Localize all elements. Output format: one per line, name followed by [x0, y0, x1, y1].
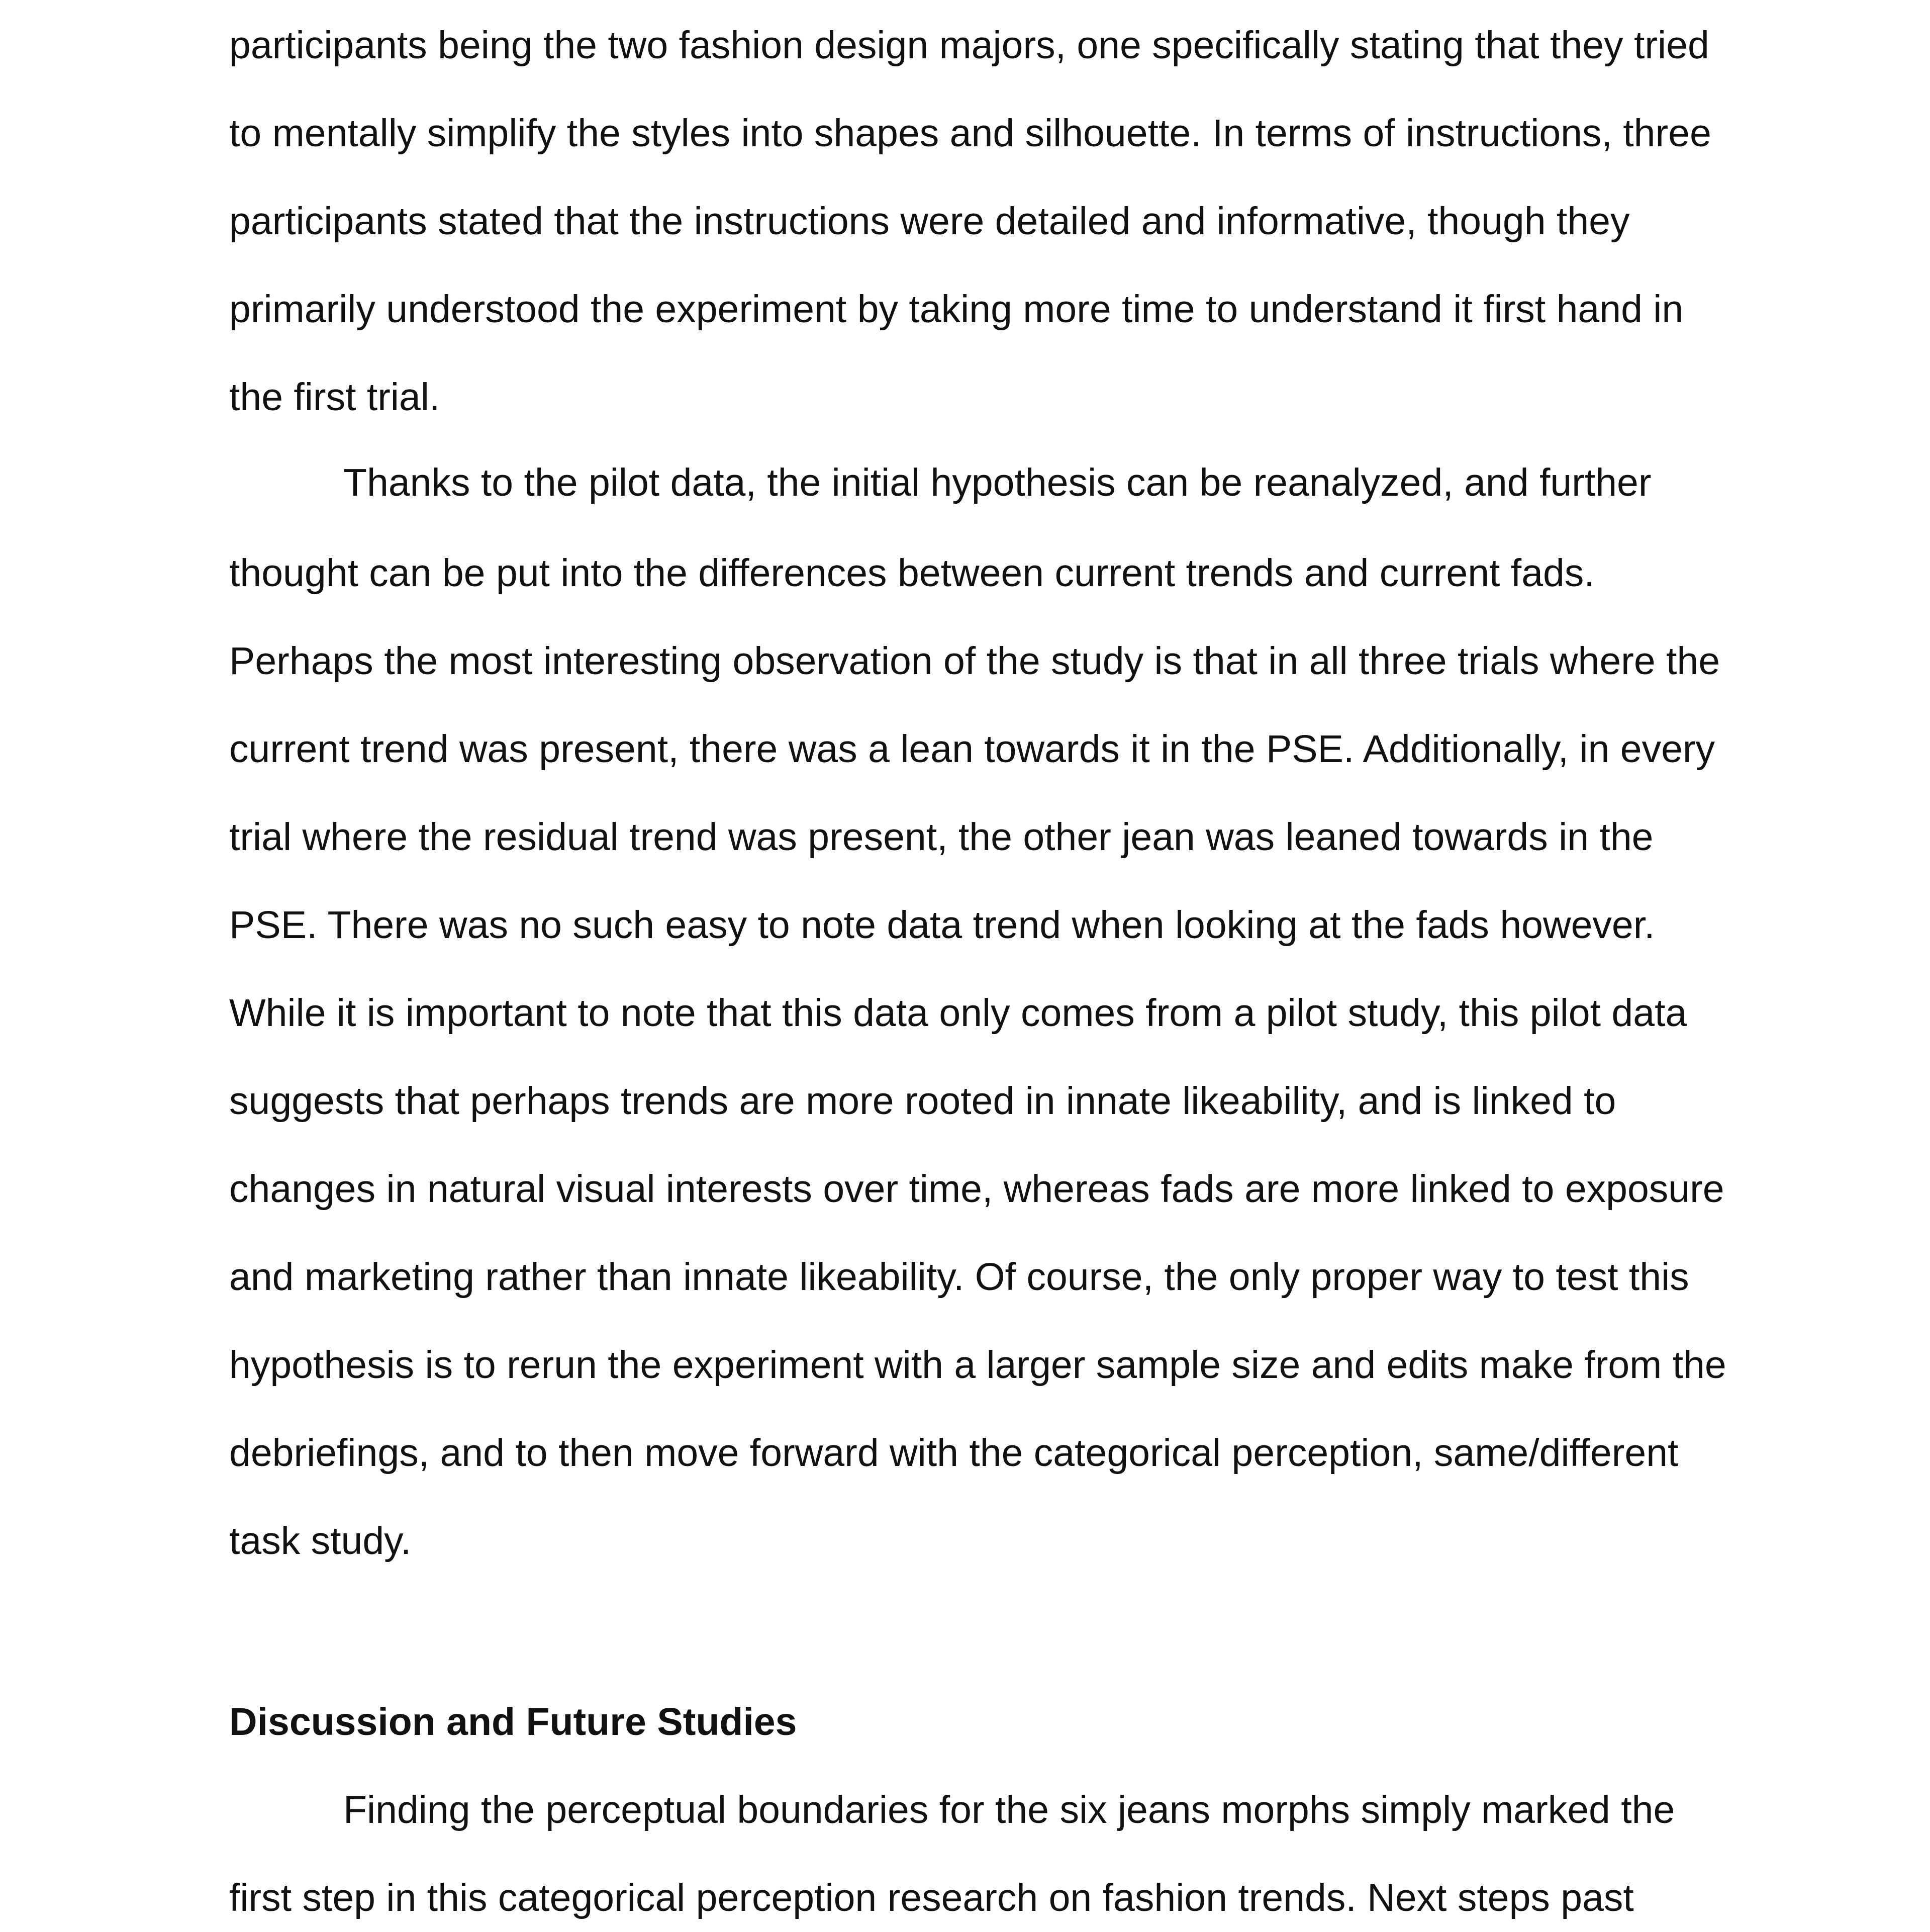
text-line: suggests that perhaps trends are more rooted in innate likeability, and is linked to: [229, 1079, 1616, 1123]
text-line: changes in natural visual interests over time, whereas fads are more linked to exposure: [229, 1167, 1724, 1211]
text-line: participants stated that the instructions were detailed and informative, though they: [229, 200, 1630, 243]
text-line: task study.: [229, 1519, 412, 1562]
text-line: Finding the perceptual boundaries for the six jeans morphs simply marked the: [343, 1788, 1675, 1831]
text-line: Perhaps the most interesting observation of the study is that in all three trials where the: [229, 639, 1720, 683]
text-line: trial where the residual trend was present, the other jean was leaned towards in the: [229, 815, 1654, 859]
text-line: While it is important to note that this data only comes from a pilot study, this pilot data: [229, 991, 1687, 1035]
text-line: Thanks to the pilot data, the initial hypothesis can be reanalyzed, and further: [343, 461, 1652, 504]
text-line: the first trial.: [229, 376, 440, 419]
text-line: to mentally simplify the styles into shapes and silhouette. In terms of instructions, three: [229, 112, 1711, 155]
text-line: primarily understood the experiment by taking more time to understand it first hand in: [229, 288, 1684, 331]
text-line: hypothesis is to rerun the experiment with a larger sample size and edits make from the: [229, 1343, 1726, 1387]
text-line: and marketing rather than innate likeability. Of course, the only proper way to test this: [229, 1255, 1689, 1299]
text-line: PSE. There was no such easy to note data trend when looking at the fads however.: [229, 903, 1655, 947]
text-line: thought can be put into the differences between current trends and current fads.: [229, 551, 1595, 595]
section-heading: Discussion and Future Studies: [229, 1700, 797, 1743]
text-line: current trend was present, there was a lean towards it in the PSE. Additionally, in every: [229, 727, 1715, 771]
text-line: debriefings, and to then move forward with the categorical perception, same/different: [229, 1431, 1679, 1475]
text-line: participants being the two fashion design majors, one specifically stating that they tried: [229, 24, 1709, 67]
text-line: first step in this categorical perception research on fashion trends. Next steps past: [229, 1876, 1634, 1919]
